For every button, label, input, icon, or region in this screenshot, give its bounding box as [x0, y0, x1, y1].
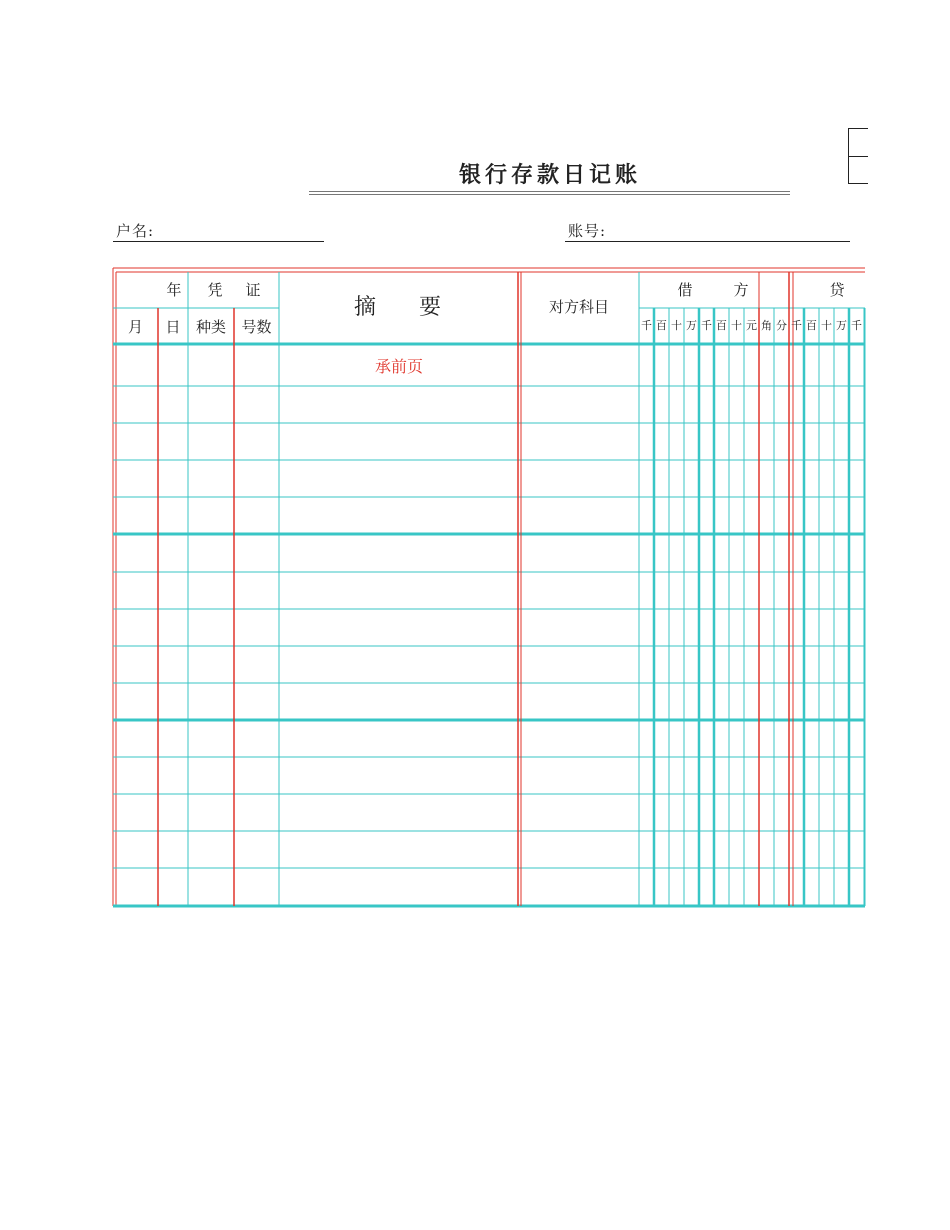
header-number: 号数 [241, 318, 272, 336]
header-voucher-1: 凭 [207, 281, 223, 299]
header-debit-1: 借 [677, 281, 693, 299]
header-summary-2: 要 [418, 295, 441, 320]
header-month: 月 [127, 318, 143, 336]
account-name-label: 户名: [116, 222, 155, 240]
debit-digit: 千 [641, 319, 652, 332]
header-counter-account: 对方科目 [548, 298, 609, 316]
debit-digit: 十 [671, 319, 682, 332]
debit-digit: 百 [656, 319, 667, 332]
debit-digit: 千 [701, 319, 712, 332]
header-voucher-2: 证 [245, 281, 261, 299]
header-year: 年 [166, 281, 182, 299]
credit-digit: 百 [806, 319, 817, 332]
debit-digit: 角 [761, 319, 772, 332]
debit-digit: 万 [686, 319, 697, 332]
header-type: 种类 [195, 318, 226, 336]
credit-digit: 十 [821, 319, 832, 332]
header-credit: 贷 [829, 281, 845, 299]
credit-digit: 千 [791, 319, 802, 332]
page-title: 银行存款日记账 [458, 162, 641, 188]
debit-digit: 百 [716, 319, 727, 332]
header-summary-1: 摘 [353, 295, 376, 320]
header-debit-2: 方 [733, 281, 749, 299]
account-no-label: 账号: [568, 222, 607, 240]
carry-forward-text: 承前页 [374, 357, 423, 376]
credit-digit: 万 [836, 319, 847, 332]
debit-digit: 十 [731, 319, 742, 332]
header-day: 日 [165, 318, 181, 336]
credit-digit: 千 [851, 319, 862, 332]
debit-digit: 分 [776, 319, 787, 332]
debit-digit: 元 [746, 319, 757, 332]
